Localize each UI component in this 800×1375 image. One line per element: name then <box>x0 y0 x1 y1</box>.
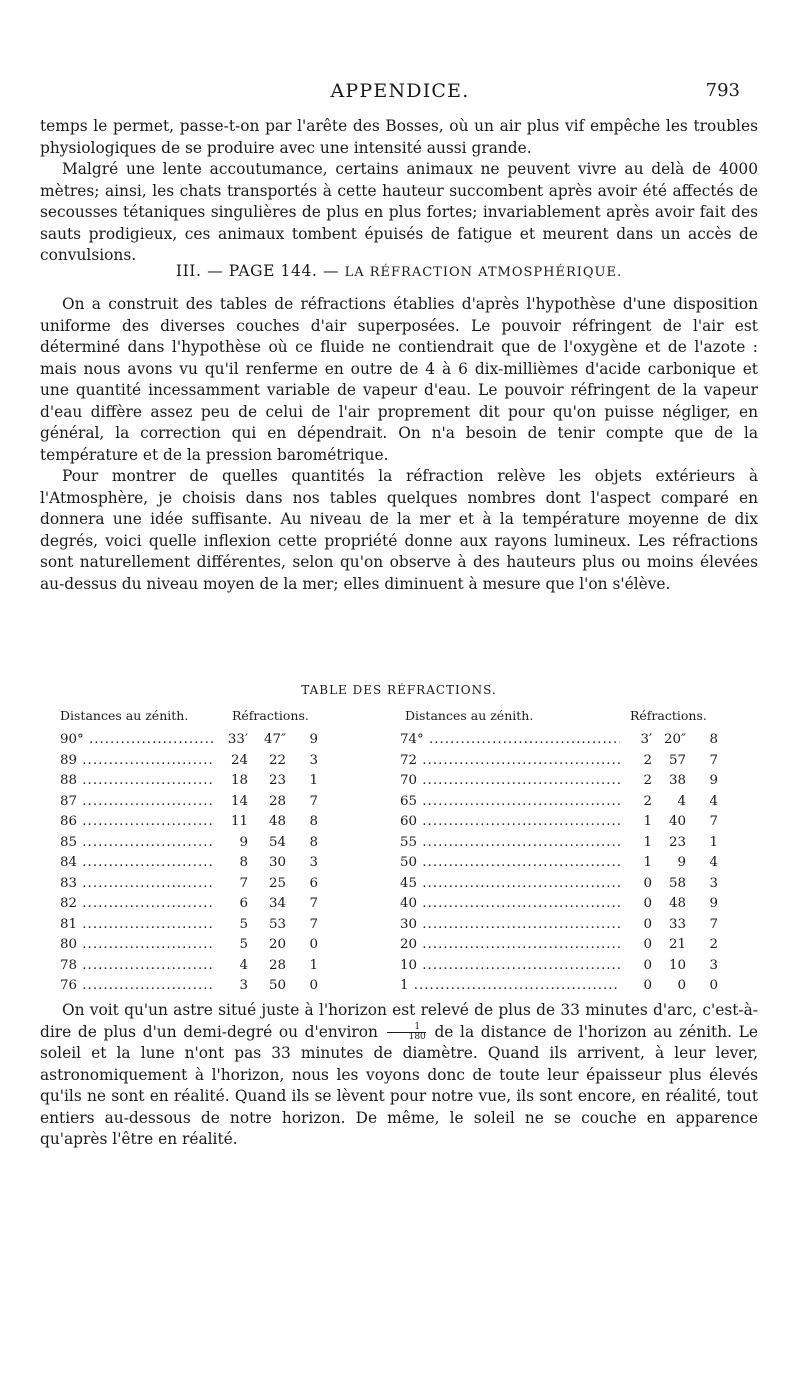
table-row <box>400 894 718 915</box>
tenths-cell: 7 <box>709 752 718 768</box>
distance-cell: 45 ..... <box>400 874 620 895</box>
minutes-cell: 33′ <box>227 732 248 747</box>
seconds-cell: 57 <box>668 752 686 768</box>
table-column-right <box>400 730 718 997</box>
table-row <box>400 935 718 956</box>
table-row <box>60 833 350 854</box>
tenths-cell: 3 <box>709 875 718 891</box>
table-row <box>400 792 718 813</box>
minutes-cell: 1 <box>643 834 652 850</box>
table-row <box>400 853 718 874</box>
table-row <box>400 833 718 854</box>
closing-text <box>40 1000 758 1151</box>
tenths-cell: 7 <box>709 814 718 829</box>
tenths-cell: 1 <box>309 773 318 788</box>
table-row <box>400 771 718 792</box>
text-segment: de la distance de l'horizon au zénith. Le soleil et la lune n'ont pas 33 minutes de diamètre. Quand ils arrivent, à leur lever, astronomiquement à l'horizon, nous les voyons donc de toute leur épaisseur plus élevés qu'ils ne sont en réalité. Quand ils se lèvent pour notre vue, ils sont encore, en réalité, tout entiers au-dessous de notre horizon. De même, le soleil ne se couche en apparence qu'après l'être en réalité. <box>40 1022 759 1148</box>
table-row <box>60 894 350 915</box>
distance-cell: 76 ..... <box>60 976 215 997</box>
distance-cell: 72 ..... <box>400 751 620 772</box>
seconds-cell: 38 <box>668 773 686 788</box>
seconds-cell: 23 <box>268 773 286 788</box>
paragraph: Pour montrer de quelles quantités la réfraction relève les objets extérieurs à l'Atmosphère, je choisis dans nos tables quelques nombres dont l'aspect comparé en donnera une idée suffisante. Au niveau de la mer et à la température moyenne de dix degrés, voici quelle inflexion cette propriété donne aux rayons lumineux. Les réfractions sont naturellement différentes, selon qu'on observe à des hauteurs plus ou moins élevées au-dessus du niveau moyen de la mer; elles diminuent à mesure que l'on s'élève. <box>40 467 758 593</box>
minutes-cell: 3 <box>239 978 248 993</box>
seconds-cell: 47″ <box>263 732 286 747</box>
section-title: LA RÉFRACTION ATMOSPHÉRIQUE. <box>344 265 623 280</box>
tenths-cell: 8 <box>309 814 318 829</box>
table-row <box>400 874 718 895</box>
table-row <box>400 751 718 772</box>
tenths-cell: 0 <box>309 978 318 993</box>
distance-cell: 10 ..... <box>400 956 620 977</box>
distance-cell: 80 ..... <box>60 935 215 956</box>
section-text <box>40 294 758 595</box>
table-row <box>60 935 350 956</box>
table-title: TABLE DES RÉFRACTIONS. <box>301 683 497 697</box>
seconds-cell: 48 <box>268 814 286 829</box>
minutes-cell: 0 <box>643 978 652 993</box>
tenths-cell: 8 <box>709 732 718 747</box>
table-column-left <box>60 730 350 997</box>
seconds-cell: 9 <box>677 855 686 870</box>
fraction-numerator: 1 <box>387 1023 426 1033</box>
tenths-cell: 0 <box>709 978 718 993</box>
table-header-distance-left: Distances au zénith. <box>60 708 189 723</box>
running-title: APPENDICE. <box>330 80 470 102</box>
distance-cell: 84 ..... <box>60 853 215 874</box>
tenths-cell: 8 <box>309 834 318 850</box>
minutes-cell: 2 <box>643 752 652 768</box>
tenths-cell: 9 <box>709 896 718 911</box>
table-header-refraction-right: Réfractions. <box>630 708 707 723</box>
minutes-cell: 5 <box>239 916 248 932</box>
minutes-cell: 0 <box>643 896 652 911</box>
table-row <box>60 976 350 997</box>
tenths-cell: 4 <box>709 793 718 809</box>
tenths-cell: 7 <box>309 916 318 932</box>
section-heading <box>40 262 758 280</box>
seconds-cell: 50 <box>268 978 286 993</box>
table-row <box>400 812 718 833</box>
section-number: III. — PAGE 144. — <box>175 262 340 280</box>
paragraph: temps le permet, passe-t-on par l'arête des Bosses, où un air plus vif empêche les troubles physiologiques de se produire avec une intensité aussi grande. <box>40 117 758 157</box>
distance-cell: 40 ..... <box>400 894 620 915</box>
minutes-cell: 0 <box>643 937 652 952</box>
tenths-cell: 7 <box>309 793 318 809</box>
tenths-cell: 7 <box>709 916 718 932</box>
minutes-cell: 14 <box>230 793 248 809</box>
seconds-cell: 23 <box>668 834 686 850</box>
seconds-cell: 58 <box>668 875 686 891</box>
tenths-cell: 1 <box>309 957 318 973</box>
distance-cell: 85 ..... <box>60 833 215 854</box>
distance-cell: 86 ..... <box>60 812 215 833</box>
table-header-distance-right: Distances au zénith. <box>405 708 534 723</box>
minutes-cell: 0 <box>643 875 652 891</box>
minutes-cell: 6 <box>239 896 248 911</box>
distance-cell: 55 ..... <box>400 833 620 854</box>
minutes-cell: 4 <box>239 957 248 973</box>
seconds-cell: 22 <box>268 752 286 768</box>
minutes-cell: 18 <box>230 773 248 788</box>
seconds-cell: 28 <box>268 793 286 809</box>
distance-cell: 87 ..... <box>60 792 215 813</box>
seconds-cell: 20″ <box>663 732 686 747</box>
table-row <box>400 915 718 936</box>
table-row <box>60 771 350 792</box>
tenths-cell: 0 <box>309 937 318 952</box>
tenths-cell: 3 <box>709 957 718 973</box>
intro-text <box>40 116 758 267</box>
seconds-cell: 10 <box>668 957 686 973</box>
paragraph <box>40 1000 758 1151</box>
table-row <box>400 956 718 977</box>
table-header-refraction-left: Réfractions. <box>232 708 309 723</box>
table-row <box>60 853 350 874</box>
minutes-cell: 24 <box>230 752 248 768</box>
seconds-cell: 20 <box>268 937 286 952</box>
minutes-cell: 5 <box>239 937 248 952</box>
paragraph: On a construit des tables de réfractions établies d'après l'hypothèse d'une disposition uniforme des diverses couches d'air superposées. Le pouvoir réfringent de l'air est déterminé dans l'hypothèse où ce fluide ne contiendrait que de l'oxygène et de l'azote : mais nous avons vu qu'il renferme en outre de 4 à 6 dix-millièmes d'acide carbonique et une quantité incessamment variable de vapeur d'eau. Le pouvoir réfringent de la vapeur d'eau diffère assez peu de celui de l'air proprement dit pour qu'on puisse négliger, en général, la correction qui en dépendrait. On n'a besoin de tenir compte que de la température et de la pression barométrique. <box>40 295 758 464</box>
table-row <box>400 976 718 997</box>
distance-cell: 1 ..... <box>400 976 620 997</box>
tenths-cell: 3 <box>309 855 318 870</box>
minutes-cell: 3′ <box>640 732 652 747</box>
seconds-cell: 21 <box>668 937 686 952</box>
distance-cell: 83 ..... <box>60 874 215 895</box>
paragraph: Malgré une lente accoutumance, certains animaux ne peuvent vivre au delà de 4000 mètres; ainsi, les chats transportés à cette hauteur succombent après avoir été affectés de secousses tétaniques singulières de plus en plus fortes; invariablement après avoir fait des sauts prodigieux, ces animaux tombent épuisés de fatigue et meurent dans un accès de convulsions. <box>40 160 758 264</box>
seconds-cell: 48 <box>668 896 686 911</box>
seconds-cell: 40 <box>668 814 686 829</box>
distance-cell: 70 ..... <box>400 771 620 792</box>
seconds-cell: 34 <box>268 896 286 911</box>
tenths-cell: 3 <box>309 752 318 768</box>
minutes-cell: 9 <box>239 834 248 850</box>
table-row <box>400 730 718 751</box>
distance-cell: 88 ..... <box>60 771 215 792</box>
distance-cell: 89 ..... <box>60 751 215 772</box>
minutes-cell: 11 <box>230 814 248 829</box>
distance-cell: 82 ..... <box>60 894 215 915</box>
distance-cell: 78 ..... <box>60 956 215 977</box>
table-row <box>60 792 350 813</box>
tenths-cell: 6 <box>309 875 318 891</box>
minutes-cell: 2 <box>643 773 652 788</box>
minutes-cell: 8 <box>239 855 248 870</box>
tenths-cell: 4 <box>709 855 718 870</box>
distance-cell: 90° ..... <box>60 730 215 751</box>
seconds-cell: 53 <box>268 916 286 932</box>
seconds-cell: 28 <box>268 957 286 973</box>
minutes-cell: 7 <box>239 875 248 891</box>
tenths-cell: 9 <box>709 773 718 788</box>
tenths-cell: 1 <box>709 834 718 850</box>
distance-cell: 81 ..... <box>60 915 215 936</box>
minutes-cell: 2 <box>643 793 652 809</box>
minutes-cell: 0 <box>643 957 652 973</box>
minutes-cell: 0 <box>643 916 652 932</box>
seconds-cell: 33 <box>668 916 686 932</box>
table-row <box>60 956 350 977</box>
seconds-cell: 30 <box>268 855 286 870</box>
minutes-cell: 1 <box>643 855 652 870</box>
distance-cell: 74° ..... <box>400 730 620 751</box>
table-row <box>60 812 350 833</box>
distance-cell: 60 ..... <box>400 812 620 833</box>
distance-cell: 50 ..... <box>400 853 620 874</box>
seconds-cell: 25 <box>268 875 286 891</box>
tenths-cell: 7 <box>309 896 318 911</box>
fraction <box>387 1023 426 1042</box>
tenths-cell: 9 <box>309 732 318 747</box>
seconds-cell: 54 <box>268 834 286 850</box>
tenths-cell: 2 <box>709 937 718 952</box>
distance-cell: 20 ..... <box>400 935 620 956</box>
table-row <box>60 874 350 895</box>
seconds-cell: 4 <box>677 793 686 809</box>
text-segment: On voit qu'un astre situé juste à l'horizon est relevé de plus de 33 minutes d'arc, c'est-à-dire de plus d'un demi-degré ou d'environ <box>40 1001 758 1041</box>
table-row <box>60 730 350 751</box>
distance-cell: 30 ..... <box>400 915 620 936</box>
page-number: 793 <box>705 80 740 101</box>
seconds-cell: 0 <box>677 978 686 993</box>
table-row <box>60 751 350 772</box>
fraction-denominator: 180 <box>408 1032 426 1042</box>
table-row <box>60 915 350 936</box>
minutes-cell: 1 <box>643 814 652 829</box>
distance-cell: 65 ..... <box>400 792 620 813</box>
running-head <box>60 80 740 106</box>
